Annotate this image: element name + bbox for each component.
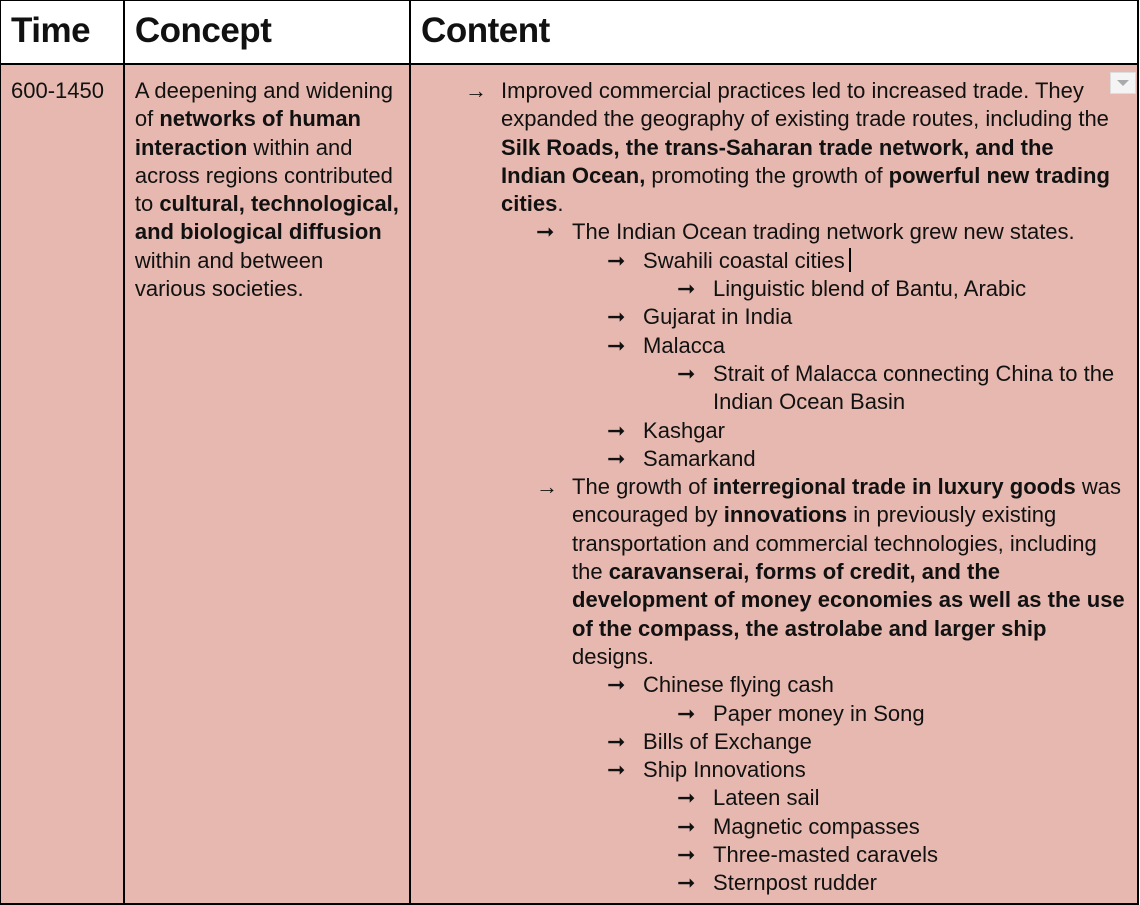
arrow-bullet-icon: → [536, 474, 559, 500]
text: Samarkand [643, 445, 756, 471]
text: Strait of Malacca connecting China to the Indian Ocean Basin [713, 360, 1115, 415]
text-cursor [849, 248, 851, 272]
bullet-item[interactable] [421, 700, 1127, 728]
bullet-item[interactable] [421, 445, 1127, 473]
text: Chinese flying cash [643, 672, 834, 698]
text: within and across regions contributed to [134, 134, 393, 217]
arrow-bullet-icon: → [465, 78, 488, 103]
bold-text: Silk Roads, the trans-Saharan trade network, and the Indian Ocean, [501, 134, 1054, 188]
text: Gujarat in India [643, 304, 793, 330]
header-time[interactable]: Time [0, 0, 124, 64]
text: Paper money in Song [713, 700, 925, 726]
text: designs. [572, 643, 654, 669]
text: Improved commercial practices led to increased trade. They expanded the geography of existing trade routes, including the [501, 78, 1109, 132]
arrow-bullet-icon: ➞ [677, 276, 696, 302]
text: Sternpost rudder [713, 870, 877, 896]
header-content[interactable]: Content [410, 0, 1138, 64]
bullet-item[interactable] [421, 218, 1127, 246]
arrow-bullet-icon: ➞ [677, 785, 696, 811]
arrow-bullet-icon: ➞ [607, 417, 626, 443]
arrow-bullet-icon: ➞ [677, 842, 696, 868]
text: Linguistic blend of Bantu, Arabic [713, 276, 1027, 302]
bullet-item[interactable] [421, 869, 1127, 897]
bold-text: powerful new trading cities [501, 162, 1110, 217]
text: in previously existing transportation and commercial technologies, including the [572, 502, 1097, 585]
header-concept[interactable]: Concept [124, 0, 410, 64]
bold-text: networks of human interaction [134, 106, 361, 160]
arrow-bullet-icon: ➞ [607, 757, 626, 783]
arrow-bullet-icon: ➞ [677, 700, 696, 726]
bullet-item[interactable] [421, 247, 1127, 275]
arrow-bullet-icon: ➞ [677, 870, 696, 896]
bullet-item[interactable] [421, 303, 1127, 331]
bold-text: caravanserai, forms of credit, and the development of money economies as well as the use of the compass, the astrolabe and larger ship [572, 559, 1125, 641]
arrow-bullet-icon: ➞ [607, 672, 626, 698]
bullet-item[interactable] [421, 473, 1127, 671]
arrow-bullet-icon: ➞ [607, 332, 626, 358]
bold-text: cultural, technological, and biological diffusion [134, 191, 399, 245]
arrow-bullet-icon: ➞ [677, 813, 696, 839]
bold-text: innovations [723, 502, 848, 528]
bullet-item[interactable] [421, 728, 1127, 756]
text: within and between various societies. [134, 247, 324, 302]
text: was encouraged by [572, 474, 1121, 528]
arrow-bullet-icon: ➞ [536, 219, 555, 245]
text: Magnetic compasses [713, 813, 920, 839]
bullet-item[interactable] [421, 813, 1127, 841]
arrow-bullet-icon: ➞ [607, 728, 626, 754]
text: The growth of [572, 474, 713, 500]
text: A deepening and widening of [134, 78, 393, 132]
concept-cell[interactable] [124, 64, 410, 904]
text: The Indian Ocean trading network grew new states. [572, 219, 1075, 245]
arrow-bullet-icon: ➞ [607, 247, 626, 273]
dropdown-toggle-icon[interactable] [1110, 72, 1136, 94]
table-row [0, 64, 1138, 904]
bullet-item[interactable] [421, 841, 1127, 869]
text: Three-masted caravels [713, 842, 939, 868]
bold-text: interregional trade in luxury goods [712, 474, 1076, 500]
arrow-bullet-icon: ➞ [607, 304, 626, 330]
bullet-item[interactable] [421, 784, 1127, 812]
bullet-item[interactable] [421, 417, 1127, 445]
text: promoting the growth of [645, 162, 889, 188]
time-cell[interactable]: 600-1450 [0, 64, 124, 904]
bullet-item[interactable] [421, 756, 1127, 784]
bullet-item[interactable] [421, 671, 1127, 699]
bullet-item[interactable] [421, 332, 1127, 360]
content-cell[interactable] [410, 64, 1138, 904]
header-row [0, 0, 1138, 64]
arrow-bullet-icon: ➞ [607, 445, 626, 471]
text: Malacca [643, 332, 725, 358]
text: Kashgar [643, 417, 725, 443]
bullet-item[interactable] [421, 77, 1127, 218]
text: . [557, 191, 564, 217]
text: Swahili coastal cities [643, 247, 845, 273]
text: Lateen sail [713, 785, 820, 811]
arrow-bullet-icon: ➞ [677, 360, 696, 386]
bullet-item[interactable] [421, 275, 1127, 303]
text: Bills of Exchange [643, 728, 812, 754]
bullet-item[interactable] [421, 360, 1127, 417]
text: Ship Innovations [643, 757, 806, 783]
